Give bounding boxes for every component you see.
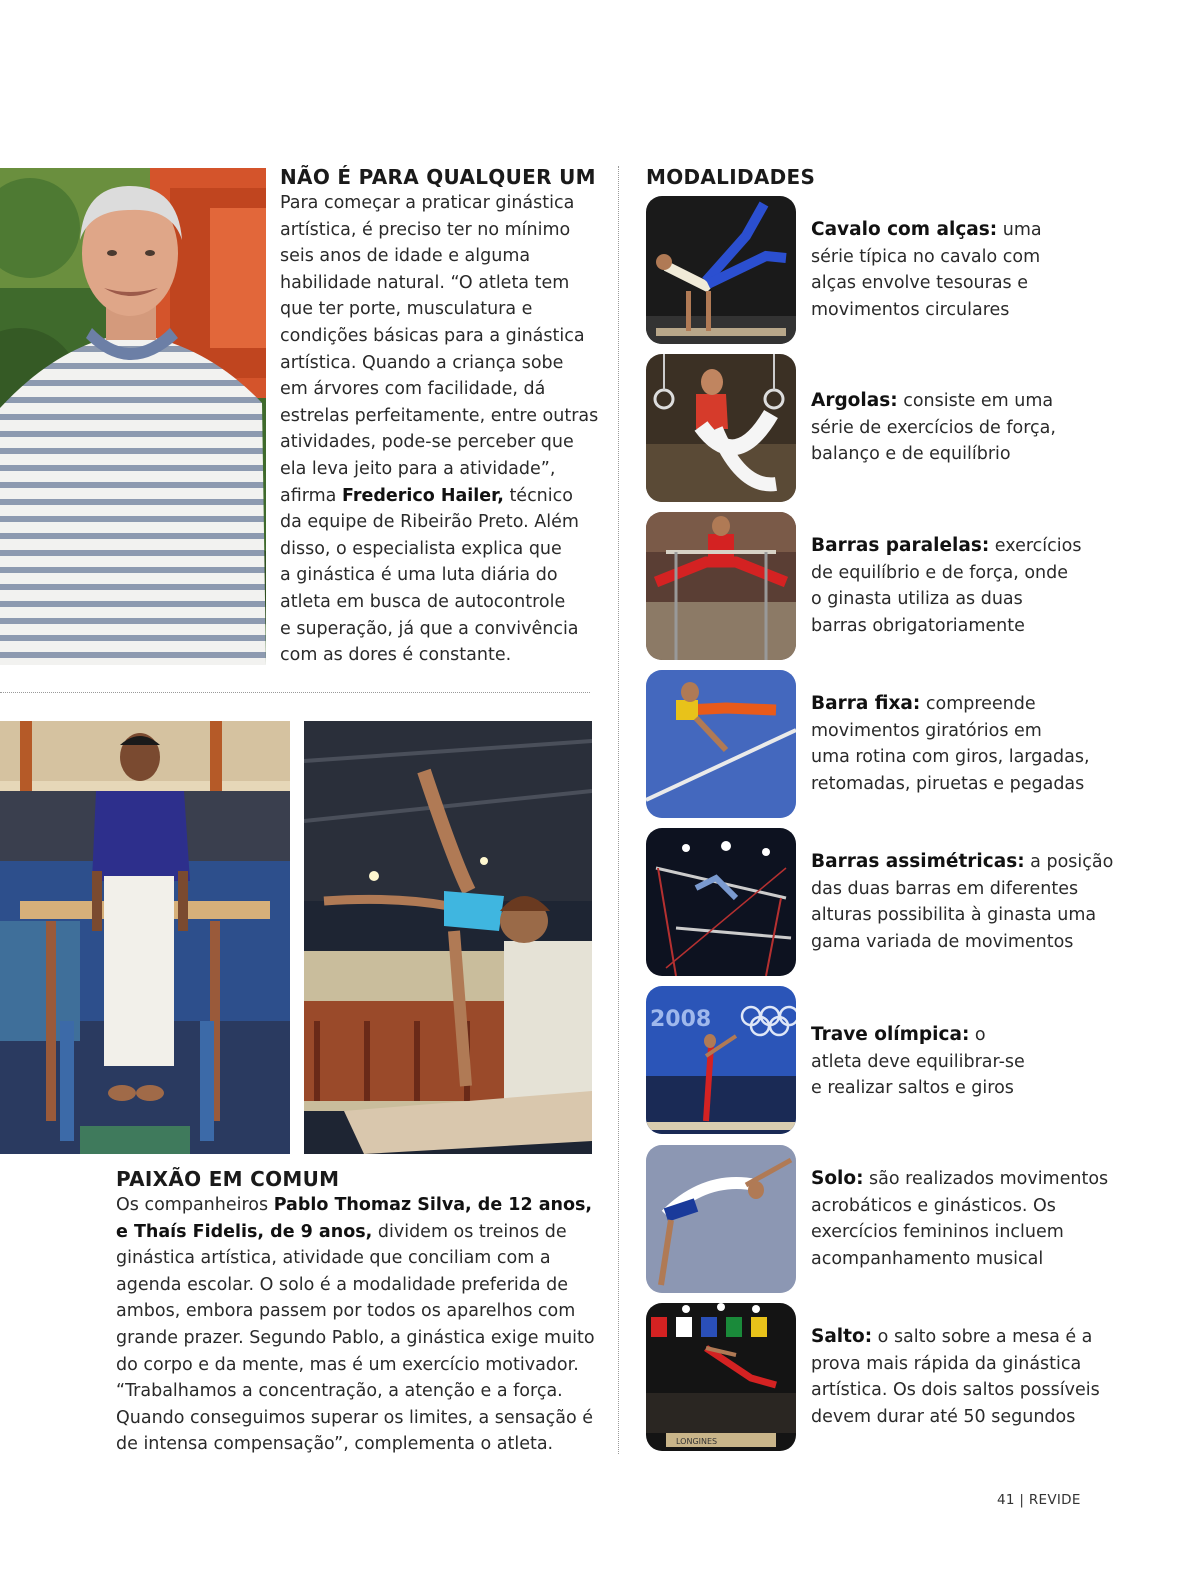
section2-body: Os companheiros Pablo Thomaz Silva, de 12 anos, e Thaís Fidelis, de 9 anos, dividem os treinos de ginástica artística, atividade que conciliam com a agenda escolar. O solo é a modalidade preferida de ambos, embora passem por todos os aparelhos com grande prazer. Segundo Pablo, a ginástica exige muito do corpo e da mente, mas é um exercício motivador. “Trabalhamos a concentração, a atenção e a força. Quando conseguimos superar os limites, a sensação é de intensa compensação”, complementa o atleta.: [116, 1195, 595, 1455]
thais-photo: [304, 721, 592, 1154]
modality-item-rings: Argolas: consiste em uma série de exercícios de força, balanço e de equilíbrio: [811, 390, 1056, 465]
parallel-bars-photo: [646, 512, 796, 660]
page-number: 41: [997, 1492, 1015, 1508]
rings-photo: [646, 354, 796, 502]
section2-title: PAIXÃO EM COMUM: [116, 1167, 340, 1191]
athlete-names-1: Pablo Thomaz Silva, de 12 anos,: [273, 1195, 593, 1215]
olympic-banner-text: 2008: [650, 1007, 712, 1032]
column-divider: [618, 166, 619, 1454]
modality-item-uneven-bars: Barras assimétricas: a posição das duas barras em diferentes alturas possibilita à ginasta uma gama variada de movimentos: [811, 851, 1114, 952]
modality-item-floor: Solo: são realizados movimentos acrobáticos e ginásticos. Os exercícios femininos incluem acompanhamento musical: [811, 1168, 1109, 1269]
high-bar-photo: [646, 670, 796, 818]
pommel-horse-photo: [646, 196, 796, 344]
modalidades-title: MODALIDADES: [646, 165, 816, 189]
pablo-photo: [0, 721, 290, 1154]
longines-banner: LONGINES: [676, 1437, 718, 1446]
balance-beam-photo: [646, 986, 796, 1134]
section1-body: Para começar a praticar ginástica artística, é preciso ter no mínimo seis anos de idade e alguma habilidade natural. “O atleta tem que ter porte, musculatura e condições básicas para a ginástica artística. Quando a criança sobe em árvores com facilidade, dá estrelas perfeitamente, entre outras atividades, pode-se perceber que ela leva jeito para a atividade”, afirma Frederico Hailer, técnico da equipe de Ribeirão Preto. Além disso, o especialista explica que a ginástica é uma luta diária do atleta em busca de autocontrole e superação, já que a convivência com as dores é constante.: [280, 193, 599, 666]
page-footer: [997, 1492, 1081, 1508]
horizontal-divider: [0, 692, 590, 693]
modality-item-parallel-bars: Barras paralelas: exercícios de equilíbrio e de força, onde o ginasta utiliza as duas barras obrigatoriamente: [811, 535, 1082, 636]
vault-photo: [646, 1303, 796, 1451]
modality-item-balance-beam: Trave olímpica: o atleta deve equilibrar-se e realizar saltos e giros: [811, 1024, 1025, 1099]
modality-item-pommel-horse: Cavalo com alças: uma série típica no cavalo com alças envolve tesouras e movimentos circulares: [811, 219, 1042, 320]
modality-item-vault: Salto: o salto sobre a mesa é a prova mais rápida da ginástica artística. Os dois saltos possíveis devem durar até 50 segundos: [811, 1326, 1100, 1427]
floor-exercise-photo: [646, 1145, 796, 1293]
coach-name: Frederico Hailer,: [341, 485, 504, 506]
section1-title: NÃO É PARA QUALQUER UM: [280, 165, 596, 189]
coach-photo: [0, 168, 266, 665]
athlete-names-2: e Thaís Fidelis, de 9 anos,: [116, 1221, 373, 1242]
modality-item-high-bar: Barra fixa: compreende movimentos giratórios em uma rotina com giros, largadas, retomadas, piruetas e pegadas: [811, 693, 1090, 794]
uneven-bars-photo: [646, 828, 796, 976]
magazine-name: REVIDE: [1028, 1492, 1081, 1508]
footer-separator: |: [1019, 1492, 1025, 1508]
